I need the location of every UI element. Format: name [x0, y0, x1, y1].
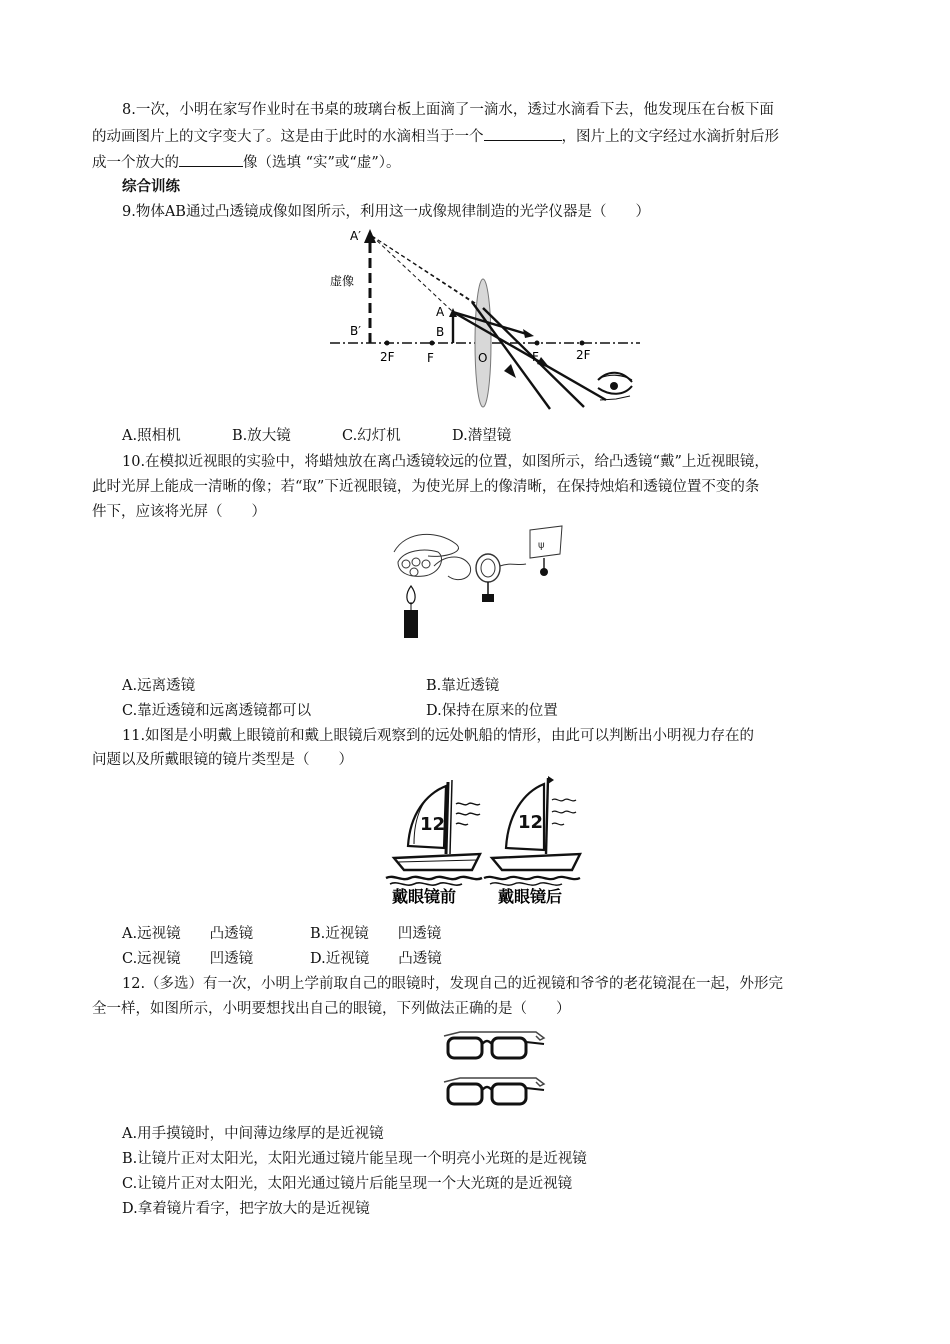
label-b-prime: B′	[350, 324, 361, 338]
label-before-glasses: 戴眼镜前	[392, 887, 457, 906]
q10-option-b[interactable]: B.靠近透镜	[426, 678, 500, 694]
label-f-left: F	[427, 351, 434, 365]
ray-2-head	[504, 364, 516, 378]
q9-option-b[interactable]: B.放大镜	[232, 428, 291, 444]
q9-lens-diagram	[326, 224, 642, 414]
q12-line-2: 全一样，如图所示，小明要想找出自己的眼镜，下列做法正确的是（ ）	[92, 1001, 571, 1017]
q12-option-b[interactable]: B.让镜片正对太阳光，太阳光通过镜片能呈现一个明亮小光斑的是近视镜	[122, 1151, 587, 1167]
light-screen-icon	[530, 526, 562, 576]
q9-option-d[interactable]: D.潜望镜	[452, 428, 512, 444]
point-2f-right	[580, 341, 585, 346]
svg-text:ψ: ψ	[538, 540, 545, 551]
q8-blank-2	[179, 152, 243, 167]
blurry-sailboat-icon	[386, 780, 482, 885]
q11-option-c[interactable]: C.远视镜 凹透镜	[122, 951, 254, 967]
extension-ray-3	[372, 236, 453, 312]
q11-option-d[interactable]: D.近视镜 凸透镜	[310, 951, 442, 967]
label-virtual-image: 虚像	[330, 274, 355, 288]
q8-line-3-a: 成一个放大的	[92, 155, 179, 171]
label-2f-left: 2F	[380, 350, 395, 364]
q12-option-a[interactable]: A.用手摸镜时，中间薄边缘厚的是近视镜	[122, 1126, 384, 1142]
glasses-icon	[444, 1032, 544, 1058]
q10-option-d[interactable]: D.保持在原来的位置	[426, 703, 558, 719]
q8-line-2-b: ，图片上的文字经过水滴折射后形	[561, 129, 779, 145]
q12-option-c[interactable]: C.让镜片正对太阳光，太阳光通过镜片后能呈现一个大光斑的是近视镜	[122, 1176, 573, 1192]
q12-line-1: 12.（多选）有一次，小明上学前取自己的眼镜时，发现自己的近视镜和爷爷的老花镜混在一起，外形完	[122, 976, 784, 992]
extension-ray-2	[372, 236, 483, 308]
label-b: B	[436, 325, 445, 339]
q9-stem: 9.物体AB通过凸透镜成像如图所示，利用这一成像规律制造的光学仪器是（ ）	[122, 204, 650, 220]
convex-lens-stand-icon	[476, 554, 526, 602]
label-a: A	[436, 305, 445, 319]
svg-text:12: 12	[518, 812, 544, 833]
point-f-left	[430, 341, 435, 346]
q10-line-3: 件下，应该将光屏（ ）	[92, 504, 266, 520]
ray-1-head	[523, 329, 534, 338]
q11-option-b[interactable]: B.近视镜 凹透镜	[310, 926, 442, 942]
q8-line-3-b: 像（选填 “实”或“虚”）。	[243, 155, 401, 171]
q10-line-1: 10.在模拟近视眼的实验中，将蜡烛放在离凸透镜较远的位置，如图所示，给凸透镜“戴”上近视眼镜，	[122, 454, 769, 470]
label-a-prime: A′	[350, 229, 361, 243]
section-title: 综合训练	[122, 179, 180, 195]
q8-line-1: 8.一次，小明在家写作业时在书桌的玻璃台板上面滴了一滴水，透过水滴看下去，他发现压在台板下面	[122, 102, 774, 118]
q10-option-a[interactable]: A.远离透镜	[122, 678, 196, 694]
convex-lens	[475, 279, 491, 407]
candle-icon	[404, 586, 418, 638]
q10-line-2: 此时光屏上能成一清晰的像；若“取”下近视眼镜，为使光屏上的像清晰，在保持烛焰和透镜位置不变的条	[92, 479, 760, 495]
glasses-icon	[444, 1078, 544, 1104]
label-2f-right: 2F	[576, 348, 591, 362]
clear-sailboat-icon	[484, 776, 580, 885]
point-2f-left	[385, 341, 390, 346]
q12-option-d[interactable]: D.拿着镜片看字，把字放大的是近视镜	[122, 1201, 370, 1217]
label-o: O	[478, 351, 488, 365]
q12-glasses-figure	[440, 1024, 548, 1118]
q11-option-a[interactable]: A.远视镜 凸透镜	[122, 926, 254, 942]
q10-experiment-figure	[384, 522, 568, 644]
q11-sailboat-figure	[380, 770, 590, 906]
label-f-right: F	[532, 350, 539, 364]
label-after-glasses: 戴眼镜后	[498, 887, 563, 906]
q10-option-c[interactable]: C.靠近透镜和远离透镜都可以	[122, 703, 312, 719]
q9-option-a[interactable]: A.照相机	[122, 428, 181, 444]
eye-icon	[598, 373, 632, 400]
hand-holding-glasses-icon	[394, 534, 471, 579]
q11-line-1: 11.如图是小明戴上眼镜前和戴上眼镜后观察到的远处帆船的情形，由此可以判断出小明视力存在的	[122, 728, 755, 744]
q8-blank-1	[484, 126, 562, 141]
q11-line-2: 问题以及所戴眼镜的镜片类型是（ ）	[92, 752, 353, 768]
virtual-image-arrowhead	[364, 229, 376, 243]
q8-line-2-a: 的动画图片上的文字变大了。这是由于此时的水滴相当于一个	[92, 129, 484, 145]
svg-text:12: 12	[420, 814, 446, 835]
point-f-right	[535, 341, 540, 346]
q8-line-3	[92, 152, 401, 173]
q9-option-c[interactable]: C.幻灯机	[342, 428, 401, 444]
q8-line-2	[92, 126, 779, 147]
